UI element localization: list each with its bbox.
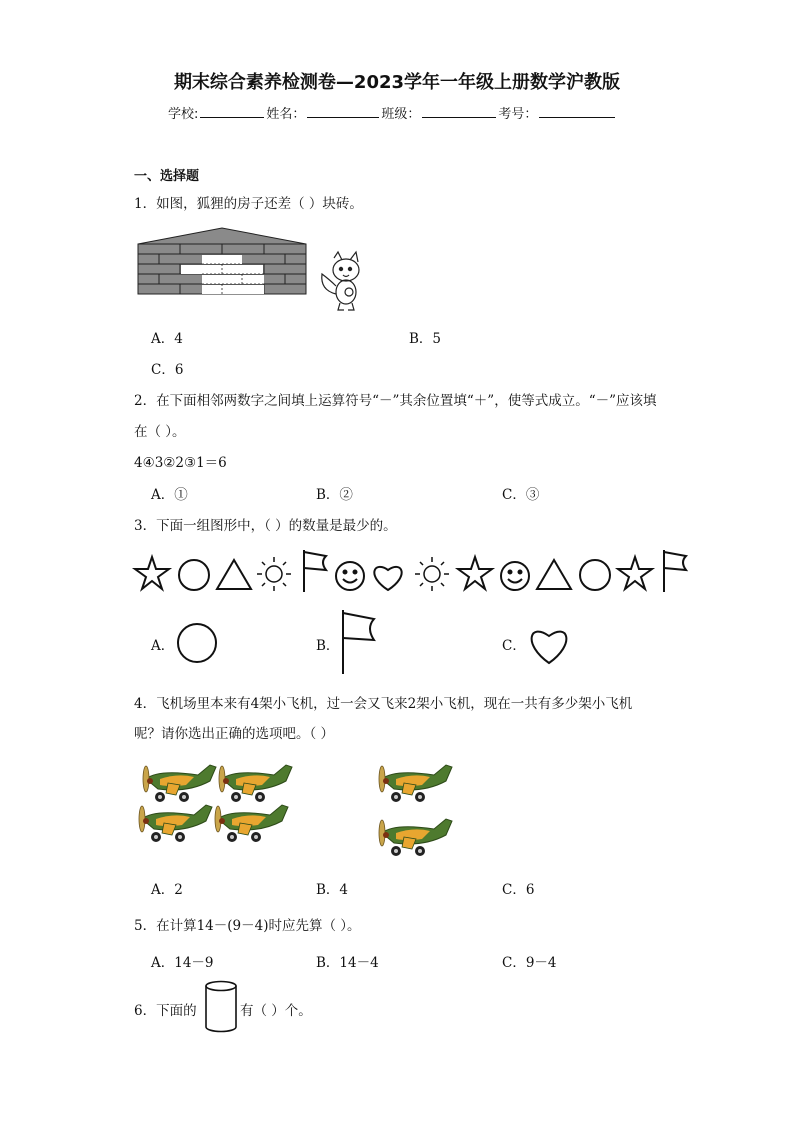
school-label: 学校: [168,107,199,122]
question-3-text: 3．下面一组图形中，（ ）的数量是最少的。 [134,518,397,534]
cylinder-icon [204,980,238,1034]
airplanes-image [130,755,460,865]
q4-option-a[interactable]: A．2 [151,882,183,898]
airplane-icon [215,805,288,842]
class-blank[interactable] [422,105,496,118]
q1-option-b[interactable]: B．5 [409,331,442,347]
q5-option-b[interactable]: B．14－4 [316,955,379,971]
question-2-expression: 4④3②2③1＝6 [134,455,227,471]
shape-sequence [130,548,692,598]
brick-house-image [138,228,306,294]
q3-option-c[interactable]: C． [502,638,526,654]
smiley-icon [501,562,529,590]
school-blank[interactable] [200,105,264,118]
question-4-text-line1: 4．飞机场里本来有4架小飞机，过一会又飞来2架小飞机，现在一共有多少架小飞机 [134,696,633,712]
airplane-icon [379,819,452,856]
q4-option-c[interactable]: C．6 [502,882,535,898]
q3-option-b[interactable]: B． [316,638,340,654]
q3-option-a[interactable]: A． [151,638,175,654]
q4-option-b[interactable]: B．4 [316,882,349,898]
smiley-icon [336,562,364,590]
question-5-text: 5．在计算14－(9－4)时应先算（ ）。 [134,918,361,934]
flag-icon [664,550,686,592]
question-4-text-line2: 呢？请你选出正确的选项吧。（ ） [134,726,335,742]
number-blank[interactable] [539,105,615,118]
triangle-icon [537,560,571,589]
q2-option-c[interactable]: C．③ [502,487,540,503]
circle-icon [179,560,209,590]
q1-option-c[interactable]: C．6 [151,362,184,378]
triangle-icon [217,560,251,589]
sun-icon [257,557,291,591]
flag-icon [304,550,326,592]
section-heading: 一、选择题 [134,169,200,184]
student-info-line [168,103,617,122]
fox-image [316,250,366,312]
question-1-text: 1．如图，狐狸的房子还差（ ）块砖。 [134,196,363,212]
sun-icon [415,557,449,591]
airplane-icon [379,765,452,802]
q2-option-b[interactable]: B．② [316,487,353,503]
heart-icon [374,567,401,590]
circle-icon [580,560,610,590]
number-label: 考号： [498,107,538,122]
name-blank[interactable] [307,105,379,118]
star-icon [135,557,169,589]
q1-option-a[interactable]: A．4 [151,331,183,347]
q5-option-c[interactable]: C．9－4 [502,955,557,971]
circle-icon [176,622,218,664]
question-6-text-post: 有（ ）个。 [240,1003,312,1019]
airplane-icon [143,765,216,802]
heart-icon [524,620,574,666]
star-icon [618,557,652,589]
page-title: 期末综合素养检测卷—2023学年一年级上册数学沪教版 [173,72,621,93]
name-label: 姓名： [266,107,306,122]
airplane-icon [219,765,292,802]
q2-option-a[interactable]: A．① [151,487,188,503]
question-2-text-line1: 2．在下面相邻两数字之间填上运算符号“－”其余位置填“＋”，使等式成立。“－”应该填 [134,393,657,409]
question-6-text-pre: 6．下面的 [134,1003,197,1019]
q5-option-a[interactable]: A．14－9 [151,955,214,971]
star-icon [458,557,492,589]
question-2-text-line2: 在（ ）。 [134,424,186,440]
flag-icon [338,608,378,676]
airplane-icon [139,805,212,842]
class-label: 班级： [381,107,421,122]
